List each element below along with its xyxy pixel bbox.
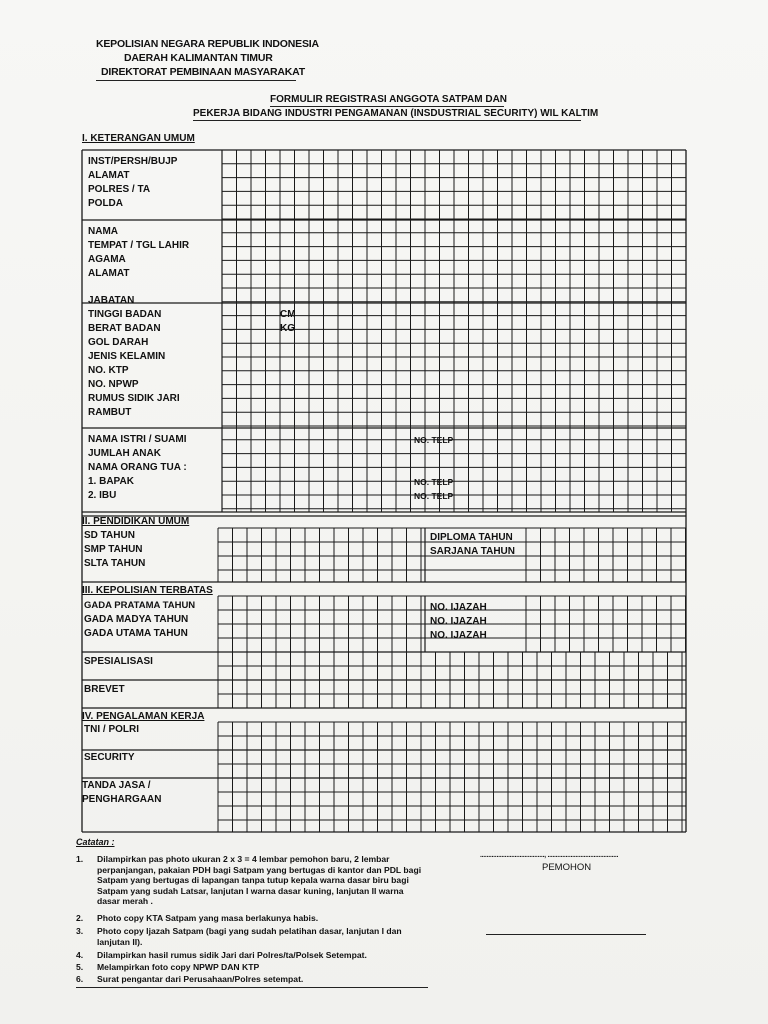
note-4-number: 4. [76,950,84,960]
label-no-npwp: NO. NPWP [88,379,139,390]
label-jabatan: JABATAN [88,295,135,306]
label-diploma-tahun: DIPLOMA TAHUN [430,532,513,543]
label-polres: POLRES / TA [88,184,151,195]
signature-place-date: ......................................., ........................................... [480,852,619,859]
section-2-title: II. PENDIDIKAN UMUM [82,516,190,527]
label-no-ijazah-3: NO. IJAZAH [430,630,487,641]
title-line-1: FORMULIR REGISTRASI ANGGOTA SATPAM DAN [270,94,508,105]
label-alamat-1: ALAMAT [88,170,130,181]
note-3-number: 3. [76,926,84,936]
label-jenis-kelamin: JENIS KELAMIN [88,351,166,362]
signature-label: PEMOHON [542,862,592,873]
notes-heading: Catatan : [76,837,115,847]
note-6-number: 6. [76,974,84,984]
label-inst: INST/PERSH/BUJP [88,156,178,167]
label-rambut: RAMBUT [88,407,132,418]
unit-kg: KG [280,323,295,334]
header-line-3: DIREKTORAT PEMBINAAN MASYARAKAT [101,66,306,78]
unit-cm: CM [280,309,296,320]
label-spesialisasi: SPESIALISASI [84,656,153,667]
section-3-title: III. KEPOLISIAN TERBATAS [82,585,213,596]
label-tempat-tgl-lahir: TEMPAT / TGL LAHIR [88,240,190,251]
label-tanda-jasa: TANDA JASA / [82,780,151,791]
label-agama: AGAMA [88,254,126,265]
label-no-telp-1: NO. TELP [414,435,454,445]
note-1-number: 1. [76,854,84,864]
note-5-number: 5. [76,962,84,972]
label-penghargaan: PENGHARGAAN [82,794,162,805]
label-tni-polri: TNI / POLRI [84,724,139,735]
label-polda: POLDA [88,198,123,209]
label-alamat-2: ALAMAT [88,268,130,279]
note-3-text: Photo copy Ijazah Satpam (bagi yang sudah pelatihan dasar, lanjutan I dan lanjutan II). [97,926,402,947]
label-no-telp-3: NO. TELP [414,491,454,501]
label-bapak: 1. BAPAK [88,476,134,487]
label-gol-darah: GOL DARAH [88,337,149,348]
label-gada-utama: GADA UTAMA TAHUN [84,628,188,639]
label-sd-tahun: SD TAHUN [84,530,135,541]
label-nama: NAMA [88,226,118,237]
header-line-2: DAERAH KALIMANTAN TIMUR [124,52,273,64]
section-1-title: I. KETERANGAN UMUM [82,133,195,144]
label-no-ijazah-1: NO. IJAZAH [430,602,487,613]
label-rumus-sidik-jari: RUMUS SIDIK JARI [88,393,180,404]
label-smp-tahun: SMP TAHUN [84,544,143,555]
label-no-ijazah-2: NO. IJAZAH [430,616,487,627]
header-line-1: KEPOLISIAN NEGARA REPUBLIK INDONESIA [96,38,319,50]
label-berat-badan: BERAT BADAN [88,323,161,334]
label-gada-madya: GADA MADYA TAHUN [84,614,189,625]
note-6-text: Surat pengantar dari Perusahaan/Polres setempat. [97,974,304,984]
signature-line [486,934,646,935]
note-4-text: Dilampirkan hasil rumus sidik Jari dari Polres/ta/Polsek Setempat. [97,950,367,960]
note-1-text: Dilampirkan pas photo ukuran 2 x 3 = 4 lembar pemohon baru, 2 lembar perpanjangan, pakaian PDH bagi Satpam yang bertugas di kantor dan PDL bagi Satpam yang bertugas di lapangan tanpa tutup kepala warna dasar biru bagi Satpam yang sudah Latsar, lanjutan I warna dasar kuning, lanjutan II warna dasar merah . [97,854,422,907]
label-no-telp-2: NO. TELP [414,477,454,487]
label-sarjana-tahun: SARJANA TAHUN [430,546,515,557]
label-tinggi-badan: TINGGI BADAN [88,309,162,320]
note-5-text: Melampirkan foto copy NPWP DAN KTP [97,962,260,972]
section-4-title: IV. PENGALAMAN KERJA [82,711,205,722]
label-gada-pratama: GADA PRATAMA TAHUN [84,600,196,611]
label-nama-orang-tua: NAMA ORANG TUA : [88,462,187,473]
label-ibu: 2. IBU [88,490,117,501]
note-2-number: 2. [76,913,84,923]
label-brevet: BREVET [84,684,125,695]
label-nama-istri-suami: NAMA ISTRI / SUAMI [88,434,187,445]
label-jumlah-anak: JUMLAH ANAK [88,448,161,459]
label-no-ktp: NO. KTP [88,365,129,376]
label-security: SECURITY [84,752,135,763]
title-line-2: PEKERJA BIDANG INDUSTRI PENGAMANAN (INSDUSTRIAL SECURITY) WIL KALTIM [193,108,599,119]
note-2-text: Photo copy KTA Satpam yang masa berlakunya habis. [97,913,319,923]
label-slta-tahun: SLTA TAHUN [84,558,146,569]
notes-bottom-line [76,987,428,988]
